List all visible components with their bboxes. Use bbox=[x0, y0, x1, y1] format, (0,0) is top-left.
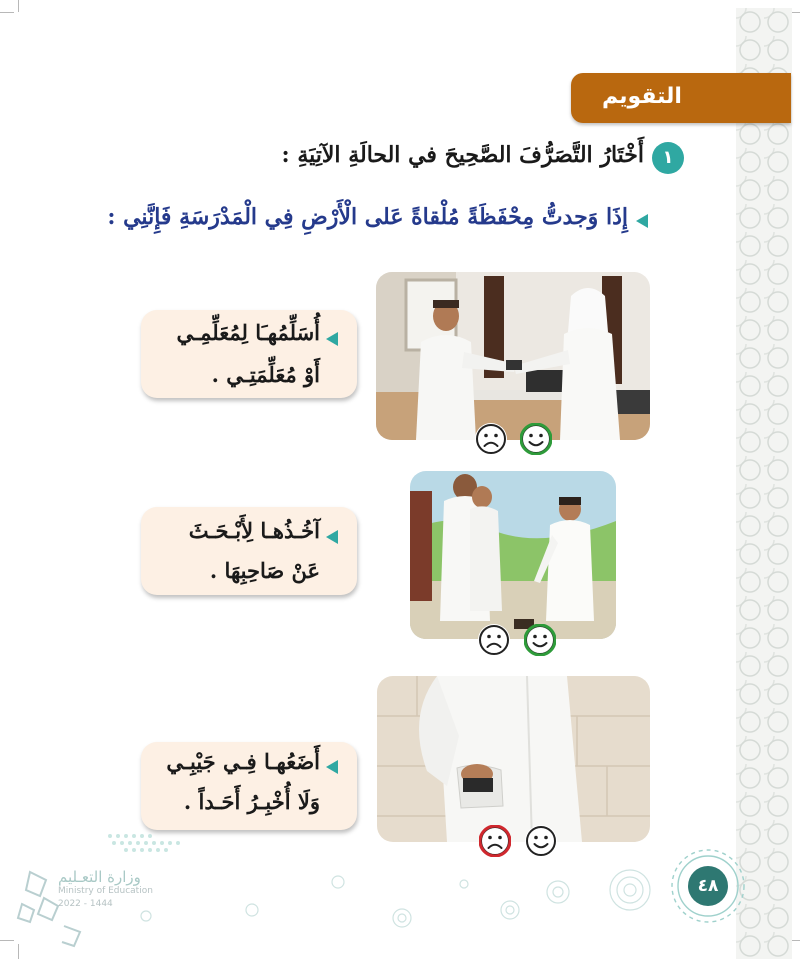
option-text-line: وَلَا أُخْبِـرُ أَحَـداً . bbox=[183, 789, 320, 814]
question-text: أَخْتَارُ التَّصَرُّفَ الصَّحِيحَ في الحالَةِ الآتِيَةِ : bbox=[281, 142, 644, 168]
question-number: ١ bbox=[652, 142, 684, 174]
option-text-line: أَوْ مُعَلِّمَتِـي . bbox=[211, 362, 320, 387]
bullet-arrow-icon bbox=[636, 214, 648, 228]
edition-year: 2022 - 1444 bbox=[58, 899, 113, 909]
bullet-arrow-icon bbox=[326, 530, 338, 544]
sad-face-icon[interactable] bbox=[478, 624, 510, 656]
photo-handing-wallet-to-teacher bbox=[376, 272, 650, 440]
option-text-line: أَضَعُهـا فِـي جَيْبِـي bbox=[166, 749, 320, 774]
decorative-border bbox=[736, 8, 792, 959]
photo-wallet-in-pocket bbox=[377, 676, 650, 842]
sad-face-icon[interactable] bbox=[475, 423, 507, 455]
smiley-face-icon[interactable] bbox=[520, 423, 552, 455]
ministry-name-arabic: وزارة التعـليم bbox=[58, 868, 141, 886]
section-title: التقويم bbox=[602, 84, 682, 109]
crop-mark bbox=[18, 0, 19, 12]
crop-mark bbox=[0, 12, 14, 13]
smiley-face-icon[interactable] bbox=[524, 624, 556, 656]
scenario-text: إِذَا وَجدتُّ مِحْفَظَةً مُلْقاةً عَلى الْأَرْضِ فِي الْمَدْرَسَةِ فَإِنَّنِي : bbox=[107, 204, 628, 230]
bullet-arrow-icon bbox=[326, 332, 338, 346]
option-text-line: أُسَلِّمُهـَا لِمُعَلِّمِـي bbox=[176, 320, 320, 345]
ministry-name-english: Ministry of Education bbox=[58, 886, 153, 896]
bullet-arrow-icon bbox=[326, 760, 338, 774]
option-text-line: عَنْ صَاحِبِهَا . bbox=[209, 558, 320, 583]
option-text-line: آخُـذُهـا لِأَبْـحَـثَ bbox=[188, 518, 320, 543]
photo-boys-finding-wallet bbox=[410, 471, 616, 639]
page-number: ٤٨ bbox=[688, 866, 728, 906]
